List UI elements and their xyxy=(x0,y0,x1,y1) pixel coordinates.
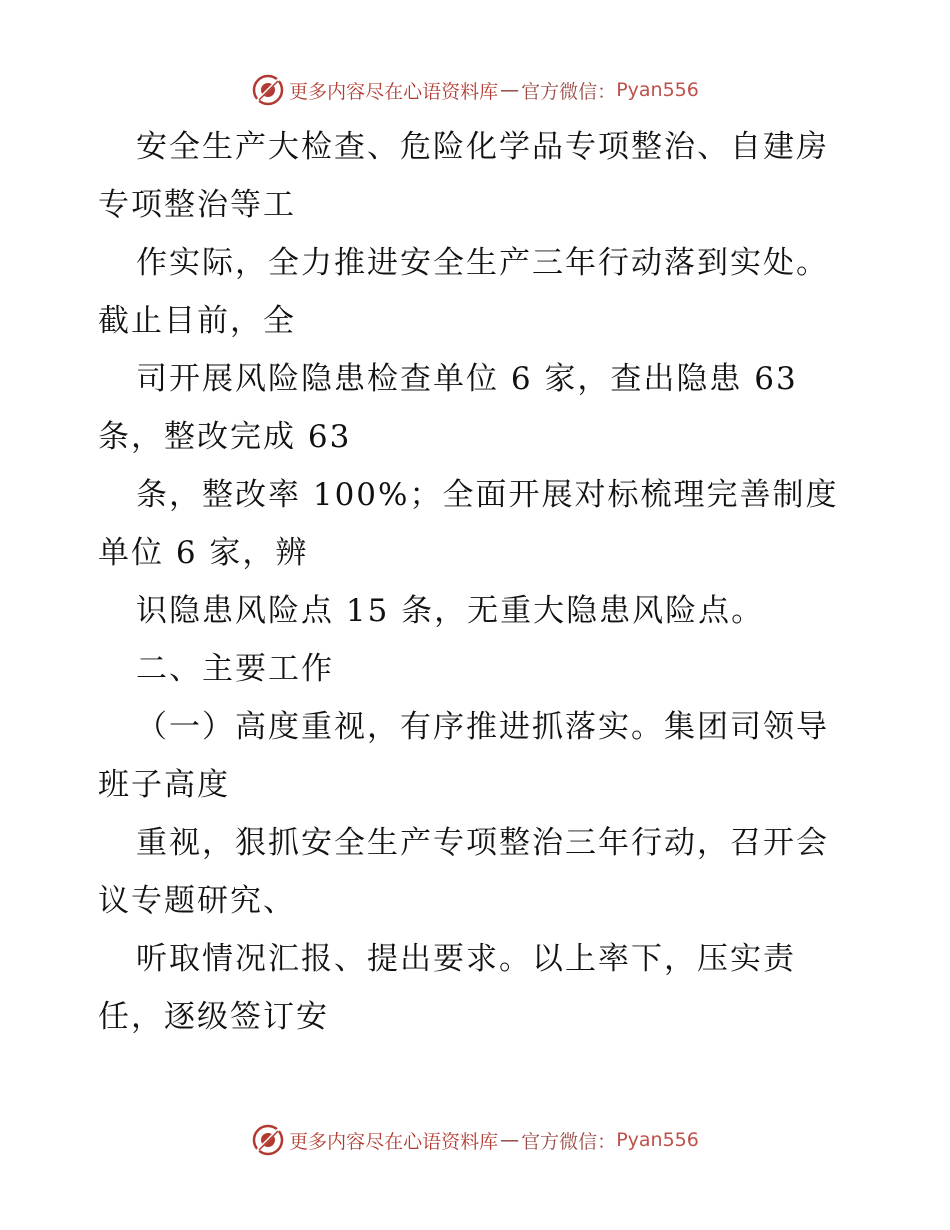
watermark-footer xyxy=(0,1120,950,1160)
text-line: 专项整治等工 xyxy=(98,187,296,223)
text-line: 司开展风险隐患检查单位 6 家，查出隐患 63 xyxy=(136,361,798,397)
section-heading: 二、主要工作 xyxy=(136,651,334,687)
watermark-id: Pyan556 xyxy=(616,1129,699,1151)
document-body xyxy=(98,118,858,1046)
text-line: 重视，狠抓安全生产专项整治三年行动，召开会 xyxy=(136,825,829,861)
brand-logo-icon xyxy=(251,73,285,107)
text-line: 议专题研究、 xyxy=(98,883,296,919)
text-line: 任，逐级签订安 xyxy=(98,999,329,1035)
text-line: 单位 6 家，辨 xyxy=(98,535,309,571)
text-line: 听取情况汇报、提出要求。以上率下，压实责 xyxy=(136,941,796,977)
watermark-label: 官方微信： xyxy=(521,80,617,103)
text-line: 截止目前，全 xyxy=(98,303,296,339)
text-line: 作实际，全力推进安全生产三年行动落到实处。 xyxy=(136,245,829,281)
watermark-id: Pyan556 xyxy=(616,79,699,101)
brand-logo-icon xyxy=(251,1123,285,1157)
text-line: 安全生产大检查、危险化学品专项整治、自建房 xyxy=(136,129,829,165)
text-line: 识隐患风险点 15 条，无重大隐患风险点。 xyxy=(136,593,765,629)
watermark-brand: 更多内容尽在心语资料库 xyxy=(289,1130,499,1153)
watermark-separator: — xyxy=(500,79,520,101)
watermark-separator: — xyxy=(500,1129,520,1151)
watermark-label: 官方微信： xyxy=(521,1130,617,1153)
text-line: 条，整改完成 63 xyxy=(98,419,352,455)
text-line: 条，整改率 100%；全面开展对标梳理完善制度 xyxy=(136,477,839,513)
text-line: （一）高度重视，有序推进抓落实。集团司领导 xyxy=(136,709,829,745)
watermark-header xyxy=(0,70,950,110)
watermark-brand: 更多内容尽在心语资料库 xyxy=(289,80,499,103)
text-line: 班子高度 xyxy=(98,767,230,803)
